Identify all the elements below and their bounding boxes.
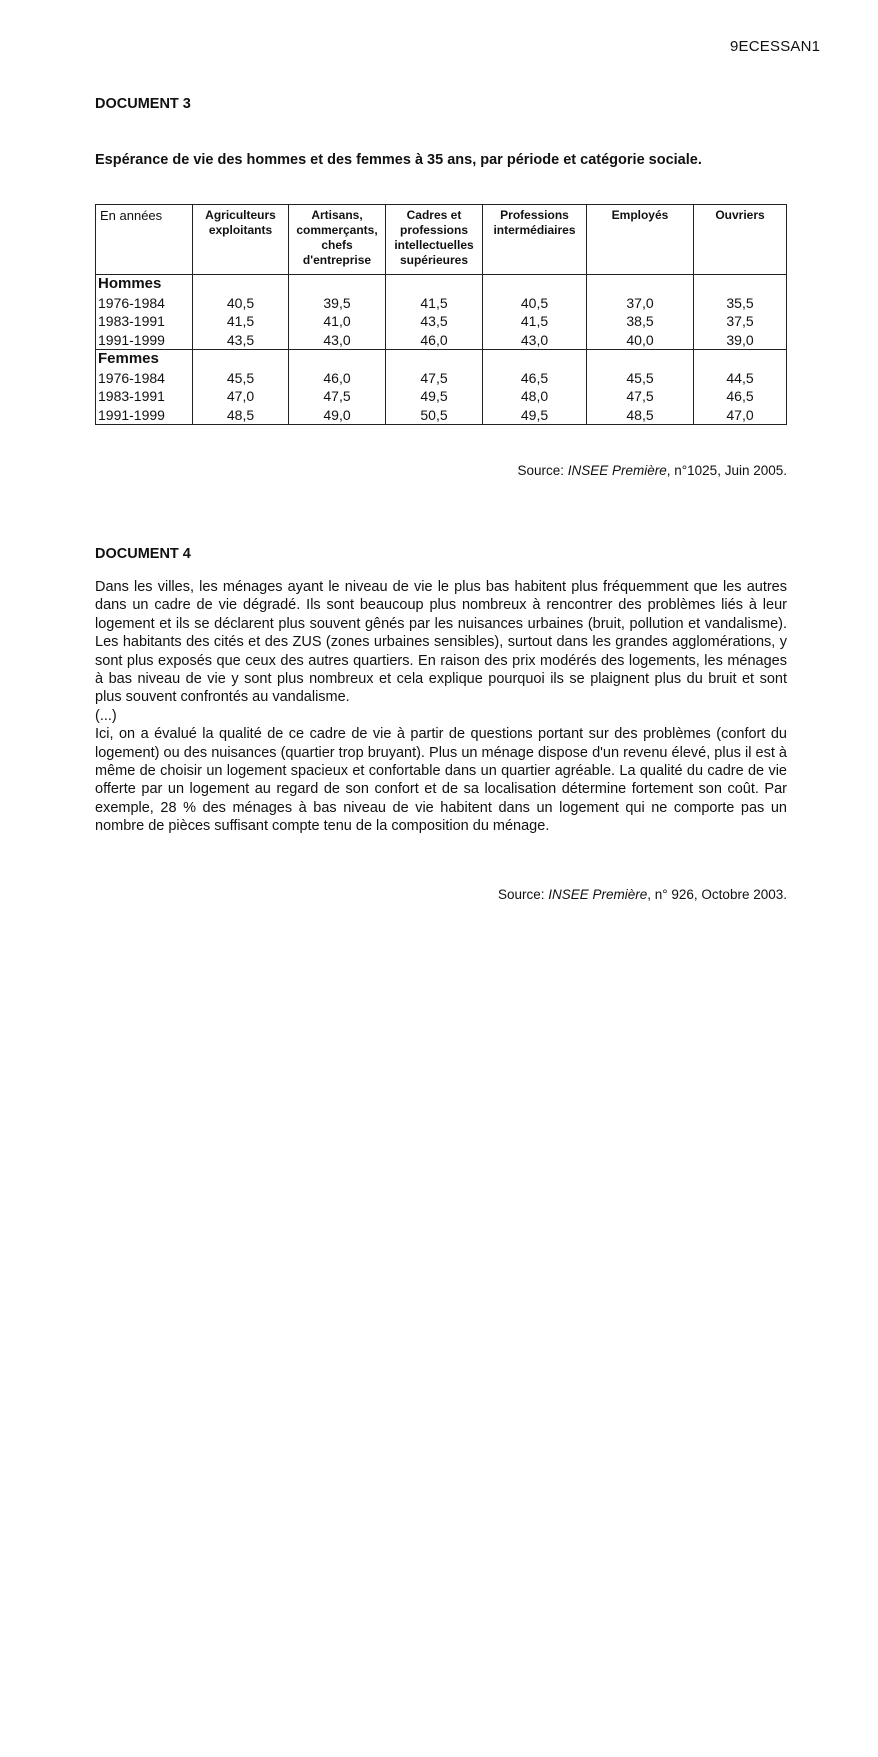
document-3-source xyxy=(517,463,787,478)
table-cell: 39,5 xyxy=(289,294,386,313)
table-cell: 49,5 xyxy=(483,406,587,425)
exam-code: 9ECESSAN1 xyxy=(730,38,821,55)
table-cell: 46,5 xyxy=(483,369,587,388)
period-label: 1991-1999 xyxy=(96,406,193,425)
column-header: Ouvriers xyxy=(694,205,787,275)
table-cell: 48,5 xyxy=(587,406,694,425)
paragraph: Dans les villes, les ménages ayant le niveau de vie le plus bas habitent plus fréquemment que les autres dans un cadre de vie dégradé. Ils sont beaucoup plus nombreux à rencontrer des problèmes liés à leur logement et ils se déclarent plus souvent gênés par les nuisances urbaines (bruit, pollution et vandalisme). Les habitants des cités et des ZUS (zones urbaines sensibles), surtout dans les grandes agglomérations, y sont plus exposés que ceux des autres quartiers. En raison des prix modérés des logements, les ménages à bas niveau de vie y sont plus nombreux et cela explique pourquoi ils se plaignent plus du bruit et sont plus souvent confrontés au vandalisme. xyxy=(95,579,787,706)
life-expectancy-table xyxy=(95,204,787,425)
table-cell: 49,5 xyxy=(386,387,483,406)
source-prefix: Source: xyxy=(517,463,568,478)
table-cell: 46,5 xyxy=(694,387,787,406)
table-cell: 41,5 xyxy=(193,312,289,331)
table-cell: 47,5 xyxy=(587,387,694,406)
table-row xyxy=(96,294,787,313)
table-cell: 50,5 xyxy=(386,406,483,425)
document-4-heading: DOCUMENT 4 xyxy=(95,546,191,562)
period-label: 1976-1984 xyxy=(96,294,193,313)
group-label: Femmes xyxy=(96,350,193,369)
table-cell: 45,5 xyxy=(193,369,289,388)
table-cell: 40,0 xyxy=(587,331,694,350)
table-cell: 47,0 xyxy=(193,387,289,406)
table-cell: 48,5 xyxy=(193,406,289,425)
column-header: Artisans, commerçants, chefs d'entreprise xyxy=(289,205,386,275)
ellipsis-marker: (...) xyxy=(95,707,117,724)
table-cell: 40,5 xyxy=(483,294,587,313)
period-label: 1983-1991 xyxy=(96,312,193,331)
table-cell: 41,5 xyxy=(483,312,587,331)
group-row-femmes xyxy=(96,350,787,369)
period-label: 1983-1991 xyxy=(96,387,193,406)
source-publication: INSEE Première xyxy=(567,463,667,478)
source-details: , n° 926, Octobre 2003. xyxy=(647,887,787,902)
table-cell: 47,5 xyxy=(386,369,483,388)
table-row xyxy=(96,387,787,406)
group-label: Hommes xyxy=(96,275,193,294)
table-cell: 49,0 xyxy=(289,406,386,425)
table-cell: 48,0 xyxy=(483,387,587,406)
table-cell: 38,5 xyxy=(587,312,694,331)
table-cell: 43,0 xyxy=(483,331,587,350)
table-cell: 46,0 xyxy=(386,331,483,350)
table-cell: 47,0 xyxy=(694,406,787,425)
table-cell: 35,5 xyxy=(694,294,787,313)
period-label: 1976-1984 xyxy=(96,369,193,388)
table-cell: 37,5 xyxy=(694,312,787,331)
table-cell: 43,0 xyxy=(289,331,386,350)
table-row xyxy=(96,312,787,331)
table-cell: 43,5 xyxy=(193,331,289,350)
table-cell: 46,0 xyxy=(289,369,386,388)
table-row xyxy=(96,369,787,388)
period-label: 1991-1999 xyxy=(96,331,193,350)
table-cell: 45,5 xyxy=(587,369,694,388)
group-row-hommes xyxy=(96,275,787,294)
table-row xyxy=(96,331,787,350)
source-publication: INSEE Première xyxy=(548,887,648,902)
table-cell: 41,0 xyxy=(289,312,386,331)
document-4-source xyxy=(498,887,787,902)
table-cell: 43,5 xyxy=(386,312,483,331)
table-corner-label: En années xyxy=(96,205,193,275)
column-header: Cadres et professions intellectuelles supérieures xyxy=(386,205,483,275)
column-header: Agriculteurs exploitants xyxy=(193,205,289,275)
column-header: Employés xyxy=(587,205,694,275)
paragraph: Ici, on a évalué la qualité de ce cadre de vie à partir de questions portant sur des problèmes (confort du logement) ou des nuisances (quartier trop bruyant). Plus un ménage dispose d'un revenu élevé, plus il est à même de choisir un logement spacieux et confortable dans un quartier agréable. La qualité du cadre de vie offerte par un logement au regard de son confort et de sa localisation détermine fortement son coût. Par exemple, 28 % des ménages à bas niveau de vie habitent dans un logement qui ne comporte pas un nombre de pièces suffisant compte tenu de la composition du ménage. xyxy=(95,726,787,835)
table-cell: 41,5 xyxy=(386,294,483,313)
table-cell: 44,5 xyxy=(694,369,787,388)
source-details: , n°1025, Juin 2005. xyxy=(666,463,787,478)
document-4-body xyxy=(95,578,787,836)
source-prefix: Source: xyxy=(497,887,549,902)
table-cell: 39,0 xyxy=(694,331,787,350)
column-header: Professions intermédiaires xyxy=(483,205,587,275)
table-cell: 47,5 xyxy=(289,387,386,406)
table-title: Espérance de vie des hommes et des femmes à 35 ans, par période et catégorie sociale. xyxy=(95,152,702,168)
table-header-row xyxy=(96,205,787,275)
table-cell: 40,5 xyxy=(193,294,289,313)
document-3-heading: DOCUMENT 3 xyxy=(95,96,191,112)
table-cell: 37,0 xyxy=(587,294,694,313)
table-row xyxy=(96,406,787,425)
